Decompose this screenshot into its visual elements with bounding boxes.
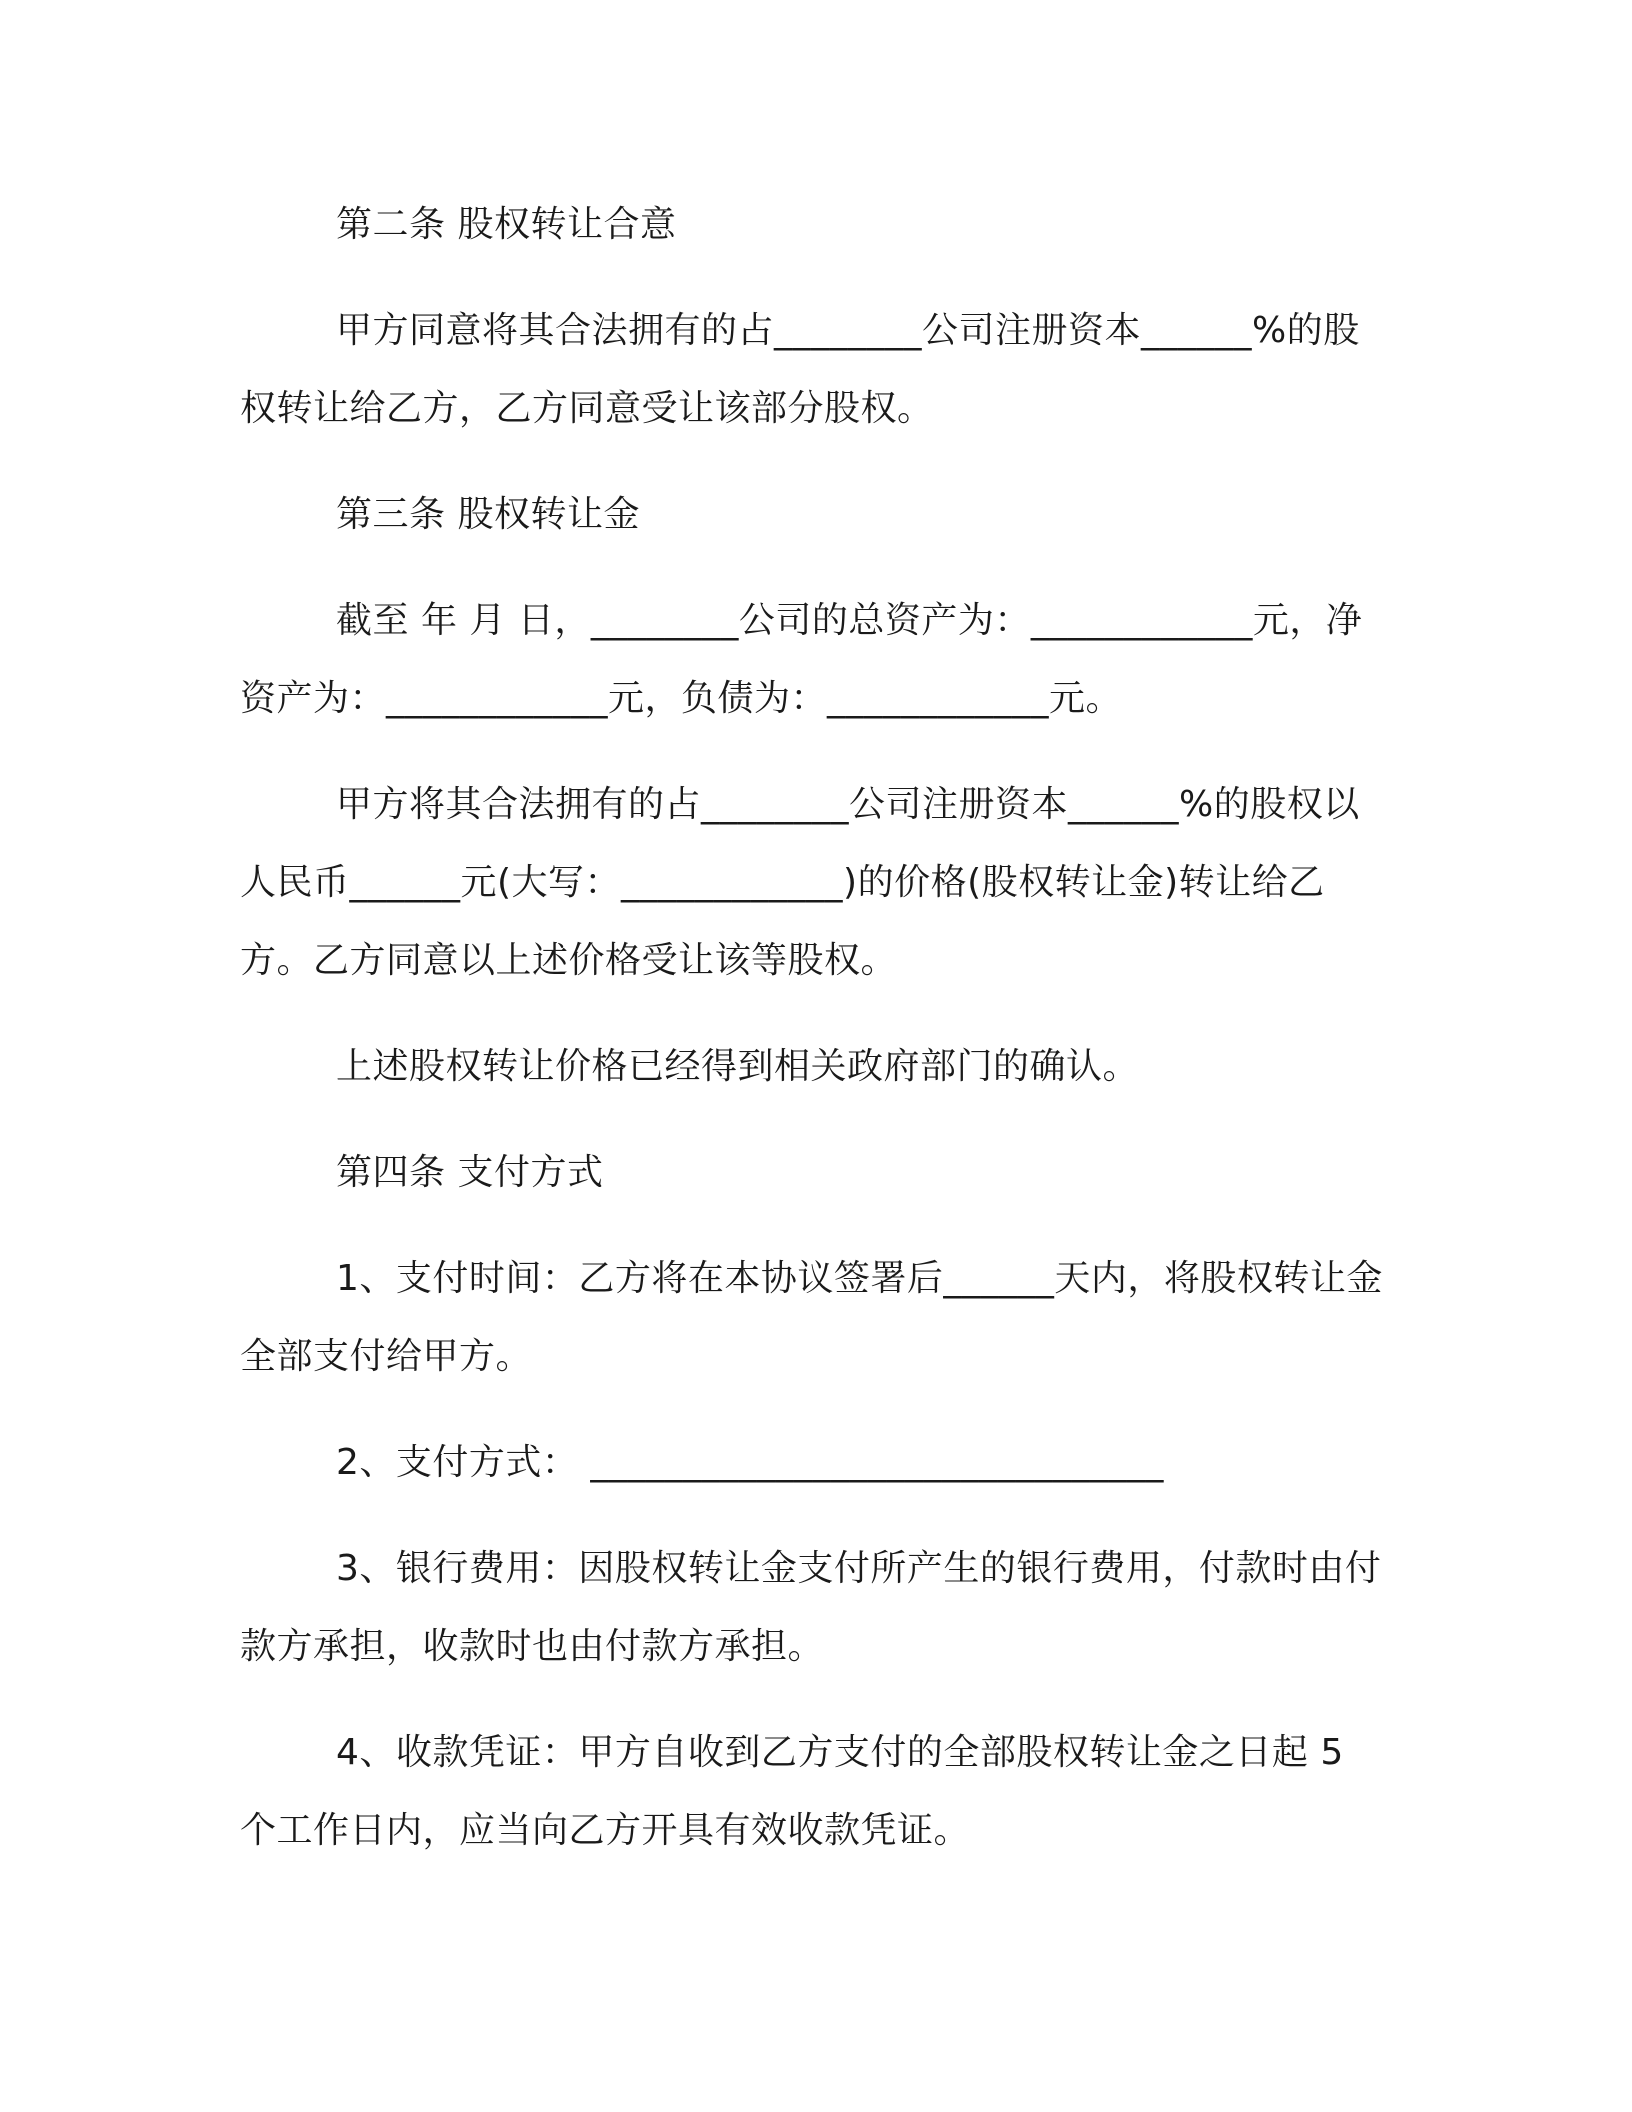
article-3-heading: 第三条 股权转让金	[336, 494, 640, 535]
transfer-price-paragraph: 甲方将其合法拥有的占________公司注册资本______%的股权以人民币______元(大写：____________)的价格(股权转让金)转让给乙方。乙方同意以上述价格受让该等股权。	[240, 784, 1360, 981]
payment-time-paragraph: 1、支付时间：乙方将在本协议签署后______天内，将股权转让金全部支付给甲方。	[240, 1258, 1383, 1377]
receipt-paragraph: 4、收款凭证：甲方自收到乙方支付的全部股权转让金之日起 5 个工作日内，应当向乙方开具有效收款凭证。	[240, 1732, 1356, 1851]
government-confirmation-paragraph: 上述股权转让价格已经得到相关政府部门的确认。	[336, 1046, 1140, 1087]
bank-fee-paragraph: 3、银行费用：因股权转让金支付所产生的银行费用，付款时由付款方承担，收款时也由付款方承担。	[240, 1548, 1382, 1667]
article-2-heading: 第二条 股权转让合意	[336, 204, 677, 245]
document-body	[240, 186, 1390, 1898]
article-2-paragraph: 甲方同意将其合法拥有的占________公司注册资本______%的股权转让给乙方，乙方同意受让该部分股权。	[240, 310, 1360, 429]
article-4-heading: 第四条 支付方式	[336, 1152, 604, 1193]
assets-paragraph: 截至 年 月 日，________公司的总资产为：____________元，净资产为：____________元，负债为：____________元。	[240, 600, 1363, 719]
payment-method-paragraph: 2、支付方式： _______________________________	[336, 1442, 1164, 1483]
